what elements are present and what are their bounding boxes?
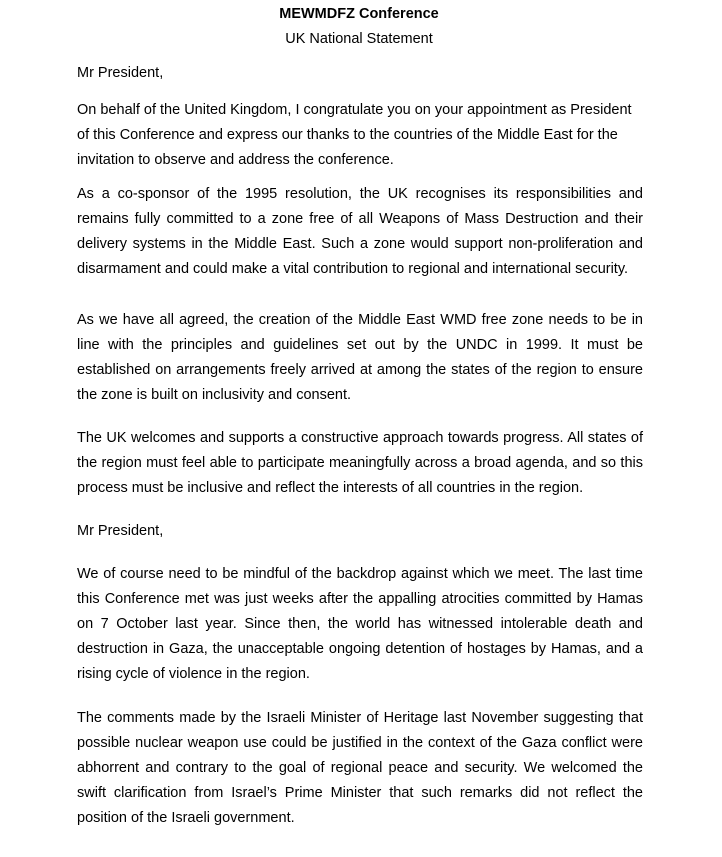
- salutation-2: Mr President,: [77, 523, 164, 539]
- paragraph-6: The comments made by the Israeli Minister of Heritage last November suggesting that possible nuclear weapon use could be justified in the context of the Gaza conflict were abhorrent and contrary to the goal of regional peace and security. We welcomed the swift clarification from Israel’s Prime Minister that such remarks did not reflect the position of the Israeli government.: [77, 710, 643, 826]
- salutation-1: Mr President,: [77, 65, 164, 81]
- paragraph-4: The UK welcomes and supports a constructive approach towards progress. All states of the region must feel able to participate meaningfully across a broad agenda, and so this process must be inclusive and reflect the interests of all countries in the region.: [77, 430, 643, 496]
- paragraph-3: As we have all agreed, the creation of the Middle East WMD free zone needs to be in line with the principles and guidelines set out by the UNDC in 1999. It must be established on arrangements freely arrived at among the states of the region to ensure the zone is built on inclusivity and consent.: [77, 312, 643, 403]
- paragraph-5: We of course need to be mindful of the backdrop against which we meet. The last time this Conference met was just weeks after the appalling atrocities committed by Hamas on 7 October last year. Since then, the world has witnessed intolerable death and destruction in Gaza, the unacceptable ongoing detention of hostages by Hamas, and a rising cycle of violence in the region.: [77, 566, 643, 682]
- paragraph-1: On behalf of the United Kingdom, I congratulate you on your appointment as President of this Conference and express our thanks to the countries of the Middle East for the invitation to observe and address the conference.: [77, 102, 632, 168]
- paragraph-2: As a co-sponsor of the 1995 resolution, the UK recognises its responsibilities and remains fully committed to a zone free of all Weapons of Mass Destruction and their delivery systems in the Middle East. Such a zone would support non-proliferation and disarmament and could make a vital contribution to regional and international security.: [77, 186, 643, 277]
- document-title: MEWMDFZ Conference: [279, 6, 439, 22]
- document-subtitle: UK National Statement: [285, 31, 433, 47]
